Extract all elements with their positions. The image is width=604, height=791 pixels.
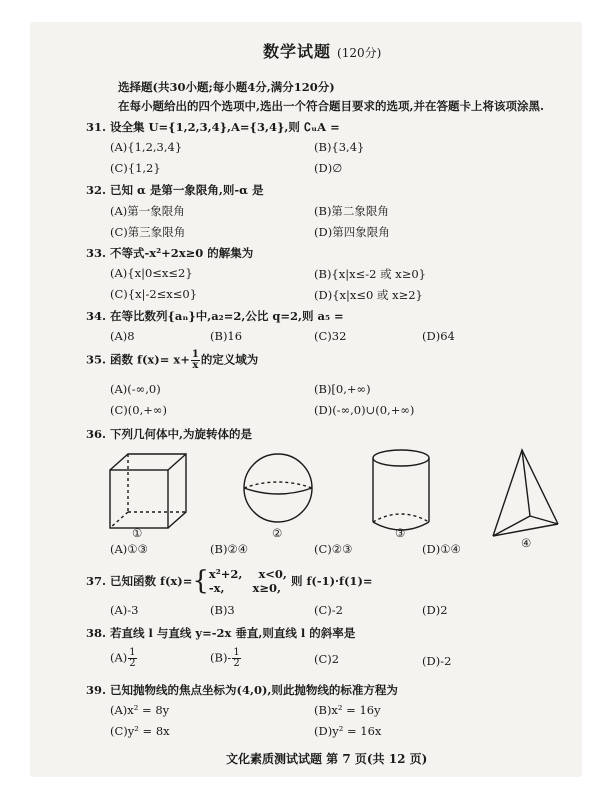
q31-option-b: (B){3,4} [314,140,365,154]
cube-figure [110,454,186,528]
page-title [263,39,381,62]
q38-a-num: 1 [129,647,136,658]
q38-b-prefix: (B)- [210,650,232,665]
question-31-stem: 31. 设全集 U={1,2,3,4},A={3,4},则 ∁ᵤA = [86,120,340,134]
q35-stem-before: 35. 函数 f(x)= x+ [86,352,190,367]
page-footer: 文化素质测试试题 第 7 页(共 12 页) [226,752,428,766]
q38-option-c: (C)2 [314,652,340,666]
pyramid-figure [493,450,558,536]
q35-frac-num: 1 [191,349,199,360]
q36-option-a: (A)①③ [110,542,148,556]
q37-option-d: (D)2 [422,603,448,617]
q39-option-c: (C)y² = 8x [110,724,170,738]
question-33-stem: 33. 不等式-x²+2x≥0 的解集为 [86,246,254,260]
q35-fraction [191,350,200,371]
q38-b-den: 2 [233,658,240,669]
figure-label-4: ④ [521,536,532,550]
figure-label-2: ② [272,526,283,540]
instruction-line-2: 在每小题给出的四个选项中,选出一个符合题目要求的选项,并在答题卡上将该项涂黑. [118,99,545,113]
sphere-figure [244,454,312,522]
q37-pieces [209,567,287,595]
q35-option-a: (A)(-∞,0) [110,382,161,396]
q35-option-b: (B)[0,+∞) [314,382,371,396]
exam-page [30,22,582,777]
q37-piece-2: -x, x≥0, [208,581,282,595]
q37-brace: { [192,566,209,596]
question-37-stem [86,567,373,595]
q38-b-fraction [232,648,240,669]
figure-label-3: ③ [395,526,406,540]
cylinder-figure [373,450,429,530]
q37-piece-1: x²+2, x<0, [208,567,287,581]
instruction-line-1: 选择题(共30小题;每小题4分,满分120分) [118,80,335,94]
q31-option-a: (A){1,2,3,4} [110,140,183,154]
q35-frac-den: x [192,360,199,371]
figure-label-1: ① [132,526,143,540]
q38-a-fraction [128,648,136,669]
q36-option-d: (D)①④ [422,542,461,556]
q33-option-d: (D){x|x≤0 或 x≥2} [314,288,423,302]
q39-option-a: (A)x² = 8y [110,703,170,717]
question-34-stem: 34. 在等比数列{aₙ}中,a₂=2,公比 q=2,则 a₅ = [86,309,344,323]
q32-option-c: (C)第三象限角 [110,225,186,239]
q32-option-d: (D)第四象限角 [314,225,390,239]
q37-option-a: (A)-3 [110,603,139,617]
q35-option-c: (C)(0,+∞) [110,403,167,417]
geometry-figures [30,442,582,542]
q35-option-d: (D)(-∞,0)∪(0,+∞) [314,403,415,417]
total-score: (120分) [337,46,382,60]
q39-option-b: (B)x² = 16y [314,703,381,717]
question-39-stem: 39. 已知抛物线的焦点坐标为(4,0),则此抛物线的标准方程为 [86,683,398,697]
q38-a-den: 2 [129,658,136,669]
q38-a-prefix: (A) [110,650,128,665]
q37-option-c: (C)-2 [314,603,343,617]
q38-option-b [210,648,242,669]
q31-option-c: (C){1,2} [110,161,161,175]
q32-option-a: (A)第一象限角 [110,204,185,218]
q37-option-b: (B)3 [210,603,235,617]
q38-option-d: (D)-2 [422,654,452,668]
q38-b-num: 1 [233,647,240,658]
q36-option-c: (C)②③ [314,542,353,556]
q34-option-d: (D)64 [422,329,455,343]
q32-option-b: (B)第二象限角 [314,204,389,218]
q38-option-a [110,648,138,669]
q31-option-d: (D)∅ [314,161,343,175]
q36-option-b: (B)②④ [210,542,249,556]
q37-stem-before: 37. 已知函数 f(x)= [86,574,193,588]
q34-option-a: (A)8 [110,329,135,343]
question-38-stem: 38. 若直线 l 与直线 y=-2x 垂直,则直线 l 的斜率是 [86,626,356,640]
q34-option-b: (B)16 [210,329,243,343]
question-32-stem: 32. 已知 α 是第一象限角,则-α 是 [86,183,264,197]
q34-option-c: (C)32 [314,329,347,343]
title-text: 数学试题 [263,42,332,61]
q39-option-d: (D)y² = 16x [314,724,382,738]
q35-stem-after: 的定义域为 [200,352,259,367]
question-36-stem: 36. 下列几何体中,为旋转体的是 [86,427,253,441]
question-35-stem [86,350,258,371]
q37-stem-after: 则 f(-1)·f(1)= [290,574,373,588]
q33-option-c: (C){x|-2≤x≤0} [110,287,198,301]
q33-option-a: (A){x|0≤x≤2} [110,266,193,280]
q33-option-b: (B){x|x≤-2 或 x≥0} [314,267,426,281]
